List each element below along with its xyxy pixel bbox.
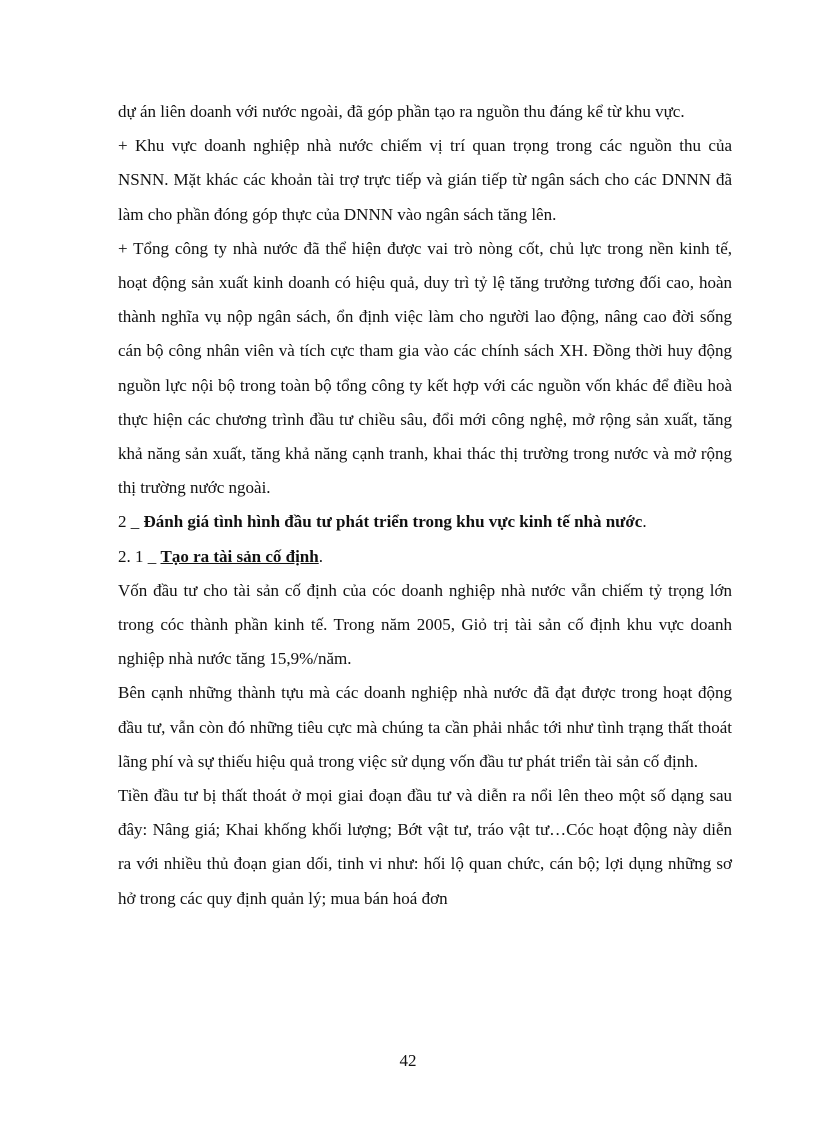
paragraph-investment-losses: Tiền đầu tư bị thất thoát ở mọi giai đoạn đầu tư và diễn ra nổi lên theo một số dạng sau đây: Nâng giá; Khai khống khối lượng; Bớt vật tư, tráo vật tư…Cóc hoạt động này diễn ra với nhiều thủ đoạn gian dối, tinh vi như: hối lộ quan chức, cán bộ; lợi dụng những sơ hở trong các quy định quản lý; mua bán hoá đơn xyxy=(118,786,732,908)
section-heading-end: . xyxy=(642,512,647,532)
page-number: 42 xyxy=(399,1051,417,1070)
document-page xyxy=(118,95,732,916)
paragraph-state-enterprise-revenue: + Khu vực doanh nghiệp nhà nước chiếm vị trí quan trọng trong các nguồn thu của NSNN. Mặt khác các khoản tài trợ trực tiếp và gián tiếp từ ngân sách cho các DNNN đã làm cho phần đóng góp thực của DNNN vào ngân sách tăng lên. xyxy=(118,136,732,224)
subsection-heading-number: 2. 1 _ xyxy=(118,546,161,566)
paragraph-fixed-asset-investment: Vốn đầu tư cho tài sản cố định của cóc doanh nghiệp nhà nước vẫn chiếm tỷ trọng lớn trong cóc thành phần kinh tế. Trong năm 2005, Giỏ trị tài sản cố định khu vực doanh nghiệp nhà nước tăng 15,9%/năm. xyxy=(118,580,732,669)
paragraph-state-corporations-role: + Tổng công ty nhà nước đã thể hiện được vai trò nòng cốt, chủ lực trong nền kinh tế, hoạt động sản xuất kinh doanh có hiệu quả, duy trì tỷ lệ tăng trưởng tương đối cao, hoàn thành nghĩa vụ nộp ngân sách, ổn định việc làm cho người lao động, nâng cao đời sống cán bộ công nhân viên và tích cực tham gia vào các chính sách XH. Đồng thời huy động nguồn lực nội bộ trong toàn bộ tổng công ty kết hợp với các nguồn vốn khác để điều hoà thực hiện các chương trình đầu tư chiều sâu, đổi mới công nghệ, mở rộng sản xuất, tăng khả năng sản xuất, tăng khả năng cạnh tranh, khai thác thị trường trong nước và mở rộng thị trường nước ngoài. xyxy=(118,238,732,498)
paragraph-continuation: dự án liên doanh với nước ngoài, đã góp phần tạo ra nguồn thu đáng kể từ khu vực. xyxy=(118,102,685,121)
subsection-heading-end: . xyxy=(318,546,323,566)
section-heading-title: Đánh giá tình hình đầu tư phát triển trong khu vực kinh tế nhà nước xyxy=(143,512,643,532)
paragraph-achievements-and-negatives: Bên cạnh những thành tựu mà các doanh nghiệp nhà nước đã đạt được trong hoạt động đầu tư, vẫn còn đó những tiêu cực mà chúng ta cần phải nhắc tới như tình trạng thất thoát lãng phí và sự thiếu hiệu quả trong việc sử dụng vốn đầu tư phát triển tài sản cố định. xyxy=(118,683,732,771)
section-heading xyxy=(118,505,732,539)
section-heading-number: 2 _ xyxy=(118,512,144,532)
subsection-heading-title: Tạo ra tài sản cố định xyxy=(160,546,319,566)
subsection-heading xyxy=(118,540,732,574)
